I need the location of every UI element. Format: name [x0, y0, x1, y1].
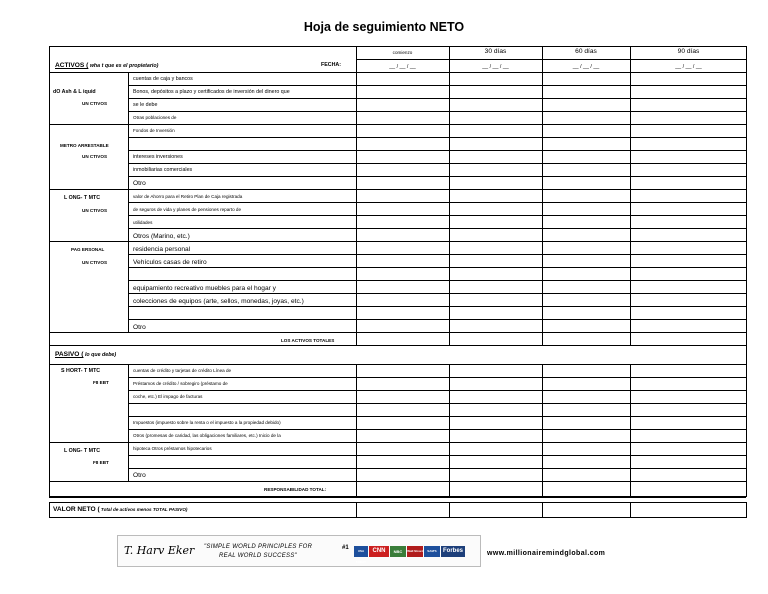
item-recreation: equipamiento recreativo muebles para el hogar y: [133, 285, 276, 292]
grid-hline: [128, 293, 746, 294]
grid-hline: [128, 455, 746, 456]
website-link[interactable]: www.millionairemindglobal.com: [487, 550, 606, 557]
group-longdebt-line1: L ONG- T MTC: [64, 448, 101, 454]
liabilities-label: PASIVO (: [55, 351, 84, 358]
grid-hline: [49, 481, 746, 482]
quote-line1: "SIMPLE WORLD PRINCIPLES FOR: [204, 544, 313, 550]
grid-hline: [128, 163, 746, 164]
grid-hline: [128, 403, 746, 404]
liabilities-heading: [55, 352, 116, 359]
group-shortdebt-line1: S HORT- T MTC: [61, 368, 101, 374]
net-worth-sub: Total de activos menos TOTAL PASIVO): [99, 507, 188, 512]
item-interest: intereses inversiones: [133, 154, 183, 160]
grid-hline: [128, 442, 746, 443]
grid-hline: [128, 137, 746, 138]
debt-other-promises: Otros (promesas de caridad, las obligaciones familiares, etc.) Inicio de la: [133, 433, 281, 438]
assets-heading: [55, 63, 158, 70]
grid-hline: [49, 332, 746, 333]
grid-hline: [128, 189, 746, 190]
item-marine: Otros (Marino, etc.): [133, 233, 190, 240]
item-realestate: inmobiliarias comerciales: [133, 167, 193, 173]
grid-hline: [128, 377, 746, 378]
grid-hline: [128, 429, 746, 430]
date-field-90[interactable]: __ / __ / __: [675, 64, 702, 70]
grid-hline: [128, 280, 746, 281]
grid-hline: [128, 241, 746, 242]
debt-mortgage: hipoteca Otros préstamos hipotecarios: [133, 446, 212, 451]
grid-hline: [128, 111, 746, 112]
group-longterm-line1: L ONG- T MTC: [64, 195, 101, 201]
net-worth-label: VALOR NETO (: [53, 506, 100, 513]
grid-hline: [128, 150, 746, 151]
item-other-pop: Otras poblaciones de: [133, 115, 177, 120]
grid-hline: [128, 254, 746, 255]
footer-banner: [117, 535, 481, 567]
item-vehicles: Vehículos casas de retiro: [133, 259, 207, 266]
item-other-2: Otro: [133, 324, 146, 331]
grid-hline: [128, 319, 746, 320]
grid-vline: [128, 364, 129, 481]
grid-vline: [542, 364, 543, 497]
grid-vline: [449, 46, 450, 345]
date-label: FECHA:: [321, 62, 342, 68]
total-liabilities-label: RESPONSABILIDAD TOTAL:: [264, 487, 327, 492]
grid-hline: [128, 98, 746, 99]
col-60: 60 días: [575, 48, 597, 55]
item-retirement: valor de Ahorro para el Retiro Plan de Caja registrada: [133, 194, 243, 199]
col-start: comienzo: [392, 50, 413, 55]
usatoday-logo: USA TODAY: [354, 546, 368, 557]
debt-bills: coche, etc.) El impago de facturas: [133, 394, 203, 399]
nbc-logo: NBC: [390, 546, 406, 557]
quote-line2: REAL WORLD SUCCESS": [219, 553, 298, 559]
assets-sub: wha t que es el propietario): [88, 63, 159, 69]
item-funds: Fondos de Inversión: [133, 128, 175, 133]
grid-hline: [128, 267, 746, 268]
item-other-1: Otro: [133, 180, 146, 187]
grid-hline: [49, 364, 746, 365]
grid-vline: [449, 364, 450, 497]
grid-hline: [128, 306, 746, 307]
grid-hline: [128, 176, 746, 177]
item-profits: utilidades: [133, 220, 153, 225]
grid-hline: [128, 228, 746, 229]
group-longterm-line2: UN CTIVOS: [82, 208, 108, 213]
date-field-start[interactable]: __ / __ / __: [389, 64, 416, 70]
debt-taxes: Impuestos (impuesto sobre la renta o el impuesto a la propiedad debido): [133, 420, 281, 425]
grid-hline: [49, 497, 746, 498]
grid-hline: [49, 124, 128, 125]
grid-vline: [542, 46, 543, 345]
grid-vline: [356, 502, 357, 518]
grid-vline: [356, 46, 357, 345]
date-field-30[interactable]: __ / __ / __: [482, 64, 509, 70]
page-title: Hoja de seguimiento NETO: [303, 20, 465, 34]
wallstreet-logo: Wall Street: [407, 546, 423, 557]
item-insurance: de seguros de vida y planes de pensiones reparto de: [133, 207, 242, 212]
liabilities-sub: lo que debe): [83, 352, 117, 358]
col-30: 30 días: [484, 48, 507, 55]
item-bonds: Bonos, depósitos a plazo y certificados de inversión del dinero que: [133, 89, 290, 95]
bestseller-badge: #1: [342, 545, 349, 551]
group-metro-line2: UN CTIVOS: [82, 154, 108, 159]
grid-hline: [356, 59, 746, 60]
debt-credit-cards: cuentas de crédito y tarjetas de crédito Línea de: [133, 368, 232, 373]
grid-vline: [449, 502, 450, 518]
grid-vline: [542, 502, 543, 518]
grid-hline: [128, 416, 746, 417]
group-personal-line2: UN CTIVOS: [82, 260, 108, 265]
col-90: 90 días: [677, 48, 700, 55]
debt-other: Otro: [133, 472, 146, 479]
grid-hline: [49, 72, 746, 73]
total-assets-label: LOS ACTIVOS TOTALES: [281, 338, 335, 343]
group-metro-line1: METRO ARRESTABLE: [60, 143, 109, 148]
assets-label: ACTIVOS (: [55, 62, 89, 69]
item-owed: se le debe: [133, 102, 158, 108]
grid-hline: [49, 442, 128, 443]
item-residence: residencia personal: [133, 246, 191, 253]
grid-vline: [128, 72, 129, 332]
author-signature: T. Harv Eker: [124, 544, 195, 557]
grid-hline: [128, 202, 746, 203]
item-collections: colecciones de equipos (arte, sellos, monedas, joyas, etc.): [133, 298, 304, 305]
item-cash: cuentas de caja y bancos: [133, 76, 193, 82]
forbes-logo: Forbes: [441, 546, 465, 557]
group-longdebt-line2: F8 EBT: [93, 460, 109, 465]
grid-hline: [49, 241, 128, 242]
grid-vline: [630, 502, 631, 518]
grid-vline: [630, 46, 631, 345]
grid-vline: [630, 364, 631, 497]
grid-hline: [128, 215, 746, 216]
grid-vline: [356, 364, 357, 497]
grid-hline: [49, 189, 128, 190]
grid-hline: [128, 468, 746, 469]
grid-hline: [128, 124, 746, 125]
grid-hline: [128, 390, 746, 391]
cnn-logo: CNN: [369, 546, 389, 557]
grid-hline: [128, 85, 746, 86]
net-worth-box: [49, 502, 747, 518]
grid-hline: [49, 345, 746, 346]
debt-loans: Préstamos de crédito / sobregiro (préstamo de: [133, 381, 228, 386]
group-liquid-line2: UN CTIVOS: [82, 101, 108, 106]
sams-logo: SAM'S: [424, 546, 440, 557]
group-shortdebt-line2: F8 EBT: [93, 380, 109, 385]
group-liquid-line1: dO Ash & L iquid: [53, 89, 96, 95]
date-field-60[interactable]: __ / __ / __: [572, 64, 600, 70]
group-personal-line1: PAG ERSONAL: [71, 247, 105, 252]
